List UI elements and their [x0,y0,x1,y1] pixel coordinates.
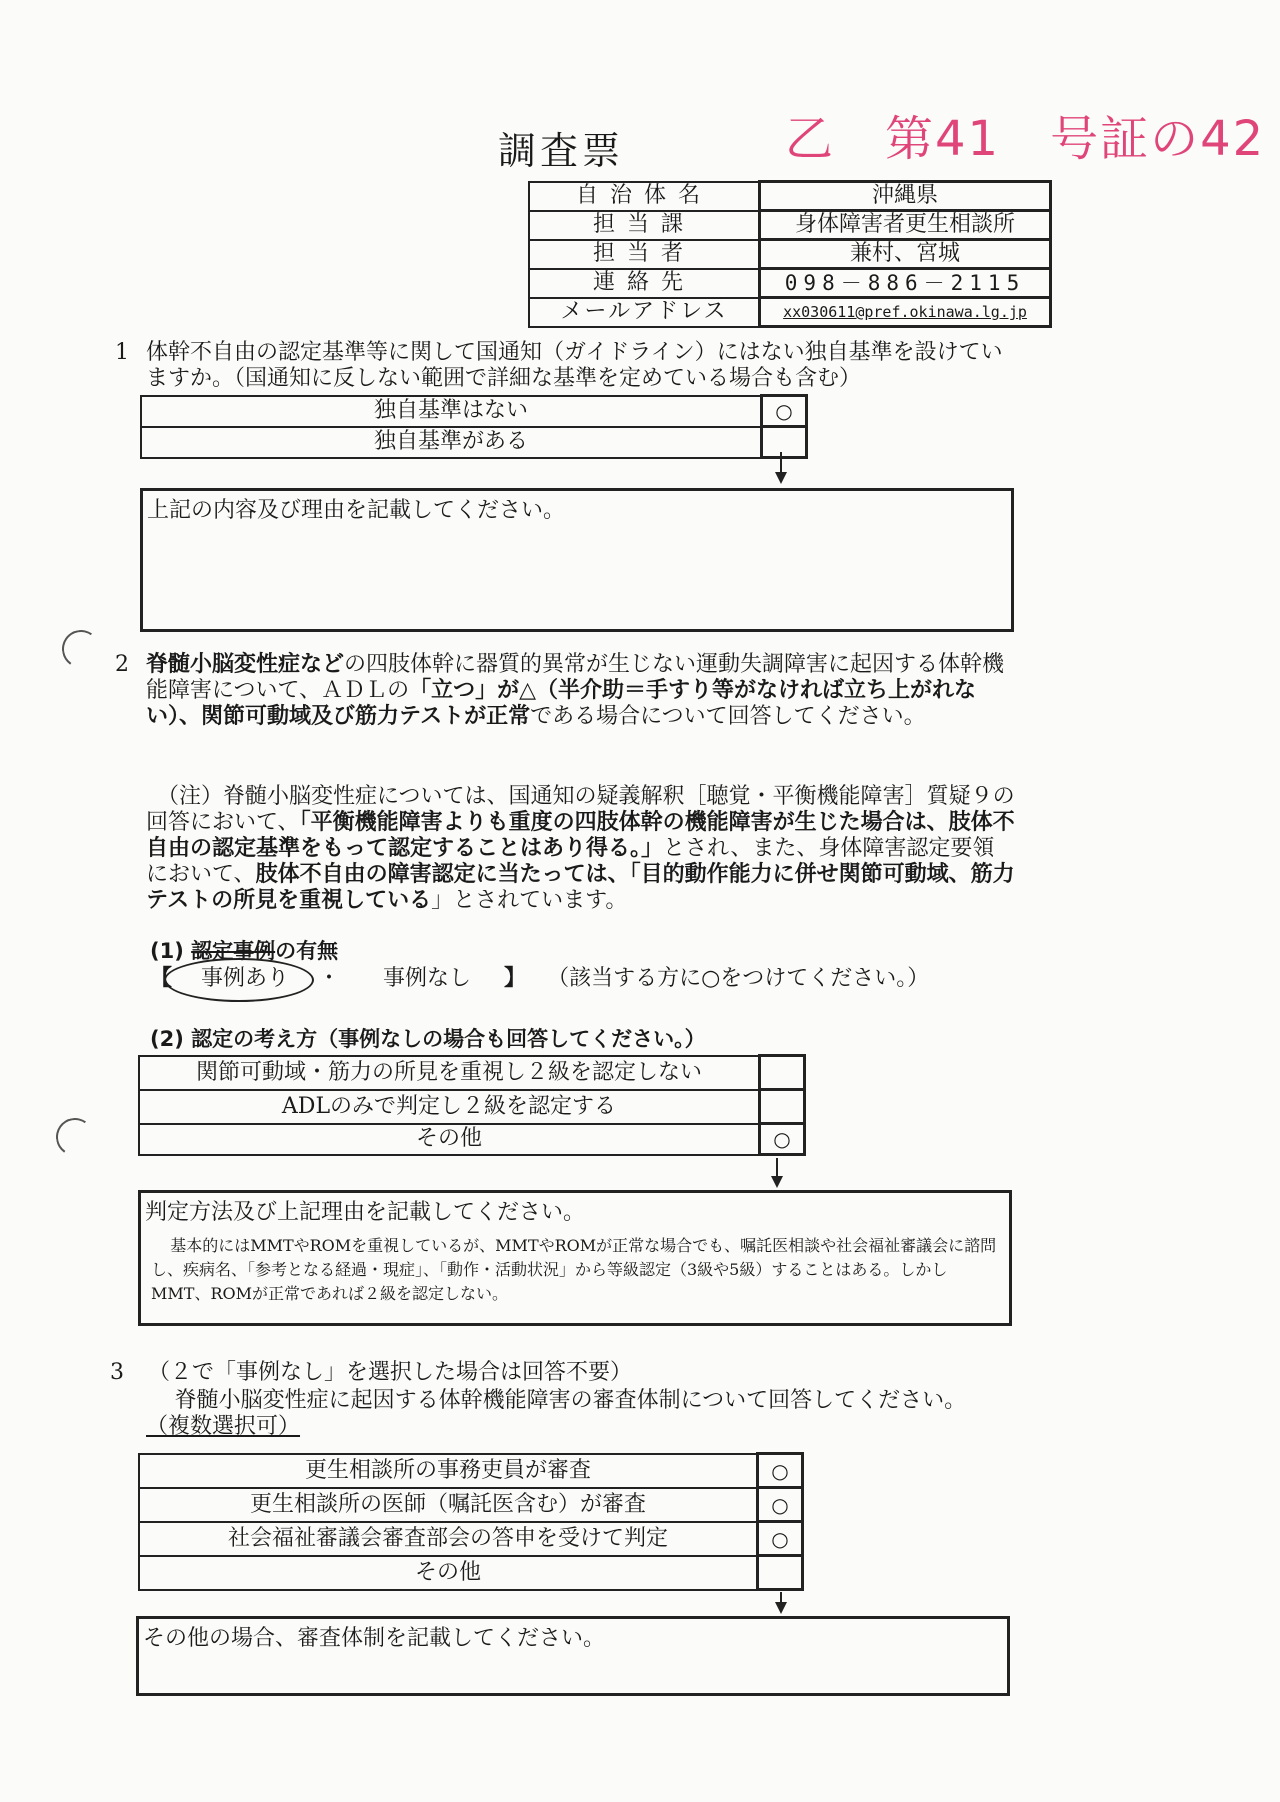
option-checkbox[interactable]: ○ [760,1124,805,1155]
question-1-options [140,394,808,459]
option-row [139,1488,803,1522]
page-title: 調査票 [498,129,625,173]
option-label: 社会福祉審議会審査部会の答申を受けて判定 [139,1522,758,1556]
question-1-text: 体幹不自由の認定基準等に関して国通知（ガイドライン）にはない独自基準を設けていますか。（国通知に反しない範囲で詳細な基準を定めている場合も含む） [146,340,1003,391]
choice-instruction: （該当する方に○をつけてください。） [547,966,930,991]
info-row [529,182,1051,211]
bracket-open: 【 [150,966,173,991]
question-text-segment: 「立つ」が△（半介助＝手すり等がなければ立ち上がれない）、関節可動域及び筋力テストが正常 [146,678,977,729]
option-checkbox[interactable]: ○ [762,396,807,427]
question-3-text [146,1388,996,1440]
note-segment: とされ、また、身体障害認定要領において、 [146,836,995,887]
info-value: 兼村、宮城 [760,240,1051,269]
question-text-segment: である場合について回答してください。 [530,704,926,729]
circled-selection-mark [164,958,314,1002]
respondent-info-table [528,180,1052,328]
option-label: 更生相談所の医師（嘱託医含む）が審査 [139,1488,758,1522]
question-number: 2 [115,652,129,677]
question-text-segment: （複数選択可） [146,1414,301,1439]
subquestion-2-options [138,1054,806,1156]
info-value: 身体障害者更生相談所 [760,211,1051,240]
info-label: 担当者 [529,240,760,269]
option-row [141,427,807,458]
option-row [139,1090,805,1124]
punch-hole-icon [59,627,103,671]
question-1-answer-box[interactable] [140,488,1014,632]
info-label: 担当課 [529,211,760,240]
option-label: 独自基準がある [141,427,762,458]
answer-box-hint: 上記の内容及び理由を記載してください。 [147,498,566,523]
choice-case-exists[interactable]: 事例あり [201,966,290,991]
info-row [529,269,1051,298]
option-label: 独自基準はない [141,396,762,427]
choice-separator: ・ [318,966,341,991]
info-label: 自治体名 [529,182,760,211]
info-label: メールアドレス [529,298,760,327]
question-3-options [138,1452,804,1591]
info-row [529,211,1051,240]
info-value: 沖縄県 [760,182,1051,211]
answer-box-hint: その他の場合、審査体制を記載してください。 [143,1626,606,1651]
punch-hole-icon [53,1115,97,1159]
question-text-segment: 脊髄小脳変性症に起因する体幹機能障害の審査体制について回答してください。 [174,1388,967,1413]
question-2-note [146,784,1016,914]
arrow-connector [776,1158,778,1178]
option-checkbox[interactable] [762,427,807,458]
option-row [139,1556,803,1590]
info-row [529,240,1051,269]
option-row [139,1454,803,1488]
question-3-answer-box[interactable] [136,1616,1010,1696]
note-segment: 肢体不自由の障害認定に当たっては、「目的動作能力に併せ関節可動域、筋力テストの所見を重視している [146,862,1015,913]
info-value: 098－886－2115 [760,269,1051,298]
bracket-close: 】 [504,966,527,991]
option-label: その他 [139,1556,758,1590]
note-segment: （注）脊髄小脳変性症については、国通知の疑義解釈［聴覚・平衡機能障害］質疑９の回答において、 [146,784,1015,835]
arrow-connector [780,452,782,474]
option-label: 関節可動域・筋力の所見を重視し２級を認定しない [139,1056,760,1090]
option-label: ADLのみで判定し２級を認定する [139,1090,760,1124]
option-label: その他 [139,1124,760,1155]
question-text-segment: の四肢体幹に器質的異常が生じない運動失調障害に起因する体幹機能障害について、ＡＤＬの [146,652,1005,703]
note-segment: 「平衡機能障害よりも重度の四肢体幹の機能障害が生じた場合は、肢体不自由の認定基準をもって認定することはあり得る。」 [146,810,1015,861]
question-number: 1 [115,340,129,365]
question-text-segment: 脊髄小脳変性症など [146,652,345,677]
option-label: 更生相談所の事務吏員が審査 [139,1454,758,1488]
subquestion-heading-segment: の有無 [275,939,339,963]
question-2-text [146,652,1016,730]
option-checkbox[interactable]: ○ [758,1488,803,1522]
option-checkbox[interactable] [760,1090,805,1124]
option-checkbox[interactable] [760,1056,805,1090]
subquestion-heading-segment: (1) [150,939,192,963]
option-row [139,1124,805,1155]
info-value: xx030611@pref.okinawa.lg.jp [760,298,1051,327]
arrow-down-icon [775,1602,787,1614]
answer-box-hint: 判定方法及び上記理由を記載してください。 [145,1200,586,1225]
option-checkbox[interactable]: ○ [758,1522,803,1556]
question-3-condition: （２で「事例なし」を選択した場合は回答不要） [148,1360,633,1385]
question-number: 3 [110,1360,124,1385]
info-label: 連絡先 [529,269,760,298]
choice-no-case[interactable]: 事例なし [383,966,472,991]
subquestion-2-answer-box[interactable] [138,1190,1012,1326]
option-checkbox[interactable]: ○ [758,1454,803,1488]
option-row [141,396,807,427]
option-row [139,1522,803,1556]
arrow-down-icon [771,1176,783,1188]
note-segment: 」とされています。 [431,888,628,913]
subquestion-heading-segment: 認定事例 [191,939,276,963]
option-checkbox[interactable] [758,1556,803,1590]
info-row [529,298,1051,327]
exhibit-stamp: 乙 第41 号証の42 [785,111,1266,167]
subquestion-2-heading: (2) 認定の考え方（事例なしの場合も回答してください。） [150,1027,706,1051]
option-row [139,1056,805,1090]
answer-text: 基本的にはMMTやROMを重視しているが、MMTやROMが正常な場合でも、嘱託医相談や社会福祉審議会に諮問し、疾病名、「参考となる経過・現症」、「動作・活動状況」から等級認定（3級や5級）することはある。しかしMMT、ROMが正常であれば２級を認定しない。 [151,1236,997,1303]
arrow-down-icon [775,472,787,484]
